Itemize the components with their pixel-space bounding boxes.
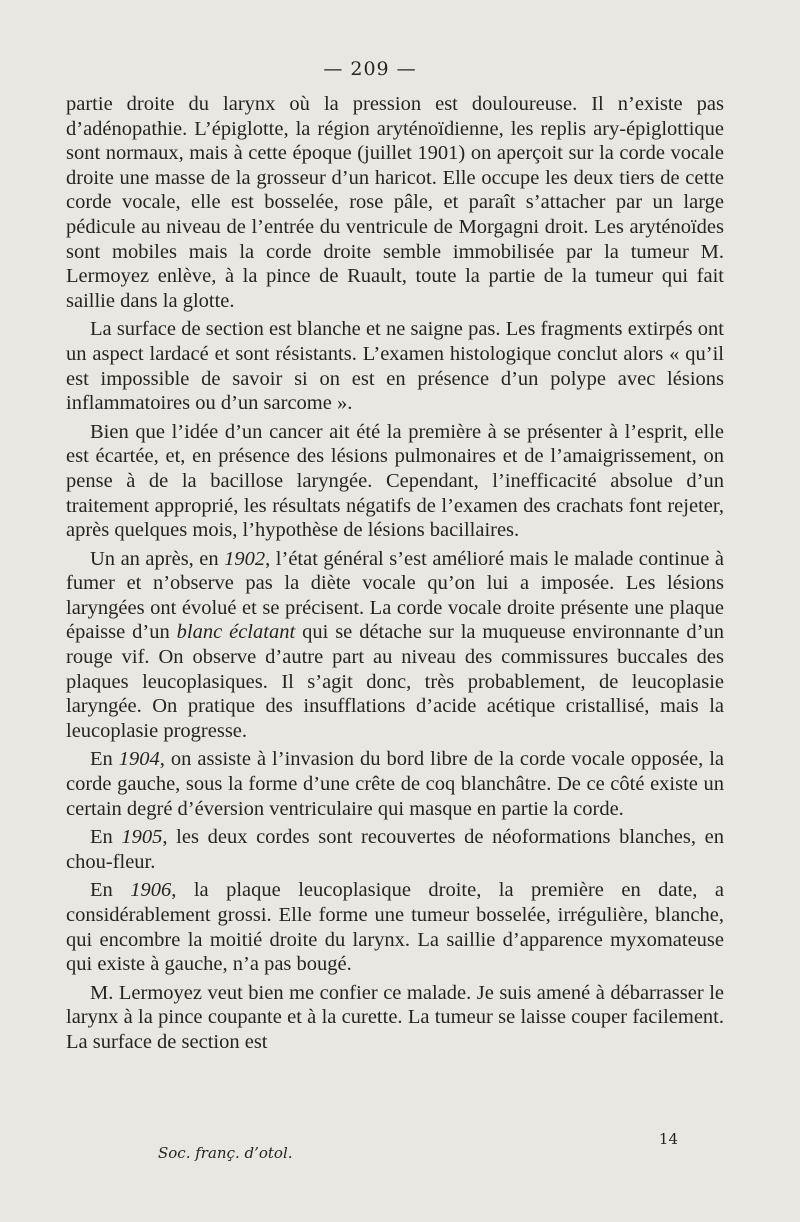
paragraph bbox=[66, 420, 724, 543]
paragraph-text: En bbox=[90, 748, 119, 771]
page-footer bbox=[158, 1130, 678, 1166]
italic-text: blanc éclatant bbox=[176, 621, 296, 644]
paragraph bbox=[66, 92, 724, 313]
paragraph-text: La surface de section est blanche et ne saigne pas. Les fragments extirpés ont un aspect lardacé et sont résistants. L’examen histologique conclut alors « qu’il est impossible de savoir si on est en présence d’un polype avec lésions inflammatoires ou d’un sarcome ». bbox=[66, 318, 724, 415]
italic-text: 1904 bbox=[118, 748, 160, 771]
paragraph-text: M. Lermoyez veut bien me confier ce malade. Je suis amené à débarrasser le larynx à la pince coupante et à la curette. La tumeur se laisse couper facilement. La surface de section est bbox=[66, 981, 724, 1053]
italic-text: 1902 bbox=[224, 547, 266, 570]
paragraph bbox=[66, 317, 724, 415]
footer-source: Soc. franç. d’otol. bbox=[158, 1144, 293, 1162]
paragraph-text: Un an après, en bbox=[90, 547, 225, 570]
paragraph-text: , les deux cordes sont recouvertes de néoformations blanches, en chou-fleur. bbox=[66, 826, 724, 873]
paragraph-text: , l’état général s’est amélioré mais le malade continue à fumer et n’observe pas la diète vocale qu’on lui a imposée. Les lésions laryngées ont évolué et se précisent. La corde vocale droite présente une plaque épaisse d’un bbox=[66, 547, 724, 644]
paragraph-text: partie droite du larynx où la pression est douloureuse. Il n’existe pas d’adénopathie. L’épiglotte, la région aryténoïdienne, les replis ary-épiglottique sont normaux, mais à cette époque (juillet 1901) on aperçoit sur la corde vocale droite une masse de la grosseur d’un haricot. Elle occupe les deux tiers de cette corde vocale, elle est bosselée, rose pâle, et paraît s’attacher par un large pédicule au niveau de l’entrée du ventricule de Morgagni droit. Les aryténoïdes sont mobiles mais la corde droite semble immobilisée par la tumeur M. Lermoyez enlève, à la pince de Ruault, toute la partie de la tumeur qui fait saillie dans la glotte. bbox=[66, 93, 724, 312]
paragraph bbox=[66, 825, 724, 874]
paragraph bbox=[66, 878, 724, 976]
paragraph-text: En bbox=[90, 879, 131, 902]
page-number: — 209 — bbox=[323, 58, 417, 80]
italic-text: 1905 bbox=[121, 826, 163, 849]
footer-signature: 14 bbox=[658, 1130, 678, 1148]
paragraph-text: , la plaque leucoplasique droite, la première en date, a considérablement grossi. Elle forme une tumeur bosselée, irrégulière, blanche, qui encombre la moitié droite du larynx. La saillie d’apparence myxomateuse qui existe à gauche, n’a pas bougé. bbox=[66, 879, 724, 976]
paragraph bbox=[66, 981, 724, 1055]
paragraph-text: qui se détache sur la muqueuse environnante d’un rouge vif. On observe d’autre part au niveau des commissures buccales des plaques leucoplasiques. Il s’agit donc, très probablement, de leucoplasie laryngée. On pratique des insufflations d’acide acétique cristallisé, mais la leucoplasie progresse. bbox=[66, 621, 724, 742]
paragraph-text: En bbox=[90, 826, 122, 849]
paragraph bbox=[66, 547, 724, 744]
paragraph-text: Bien que l’idée d’un cancer ait été la première à se présenter à l’esprit, elle est écartée, et, en présence des lésions pulmonaires et de l’amaigrissement, on pense à de la bacillose laryngée. Cependant, l’inefficacité absolue d’un traitement approprié, les résultats négatifs de l’examen des crachats font rejeter, après quelques mois, l’hypothèse de lésions bacillaires. bbox=[66, 420, 724, 542]
paragraph-text: , on assiste à l’invasion du bord libre de la corde vocale opposée, la corde gauche, sous la forme d’une crête de coq blanchâtre. De ce côté existe un certain degré d’éversion ventriculaire qui masque en partie la corde. bbox=[66, 748, 724, 820]
italic-text: 1906 bbox=[130, 879, 172, 902]
body-text bbox=[66, 92, 724, 1059]
paragraph bbox=[66, 747, 724, 821]
